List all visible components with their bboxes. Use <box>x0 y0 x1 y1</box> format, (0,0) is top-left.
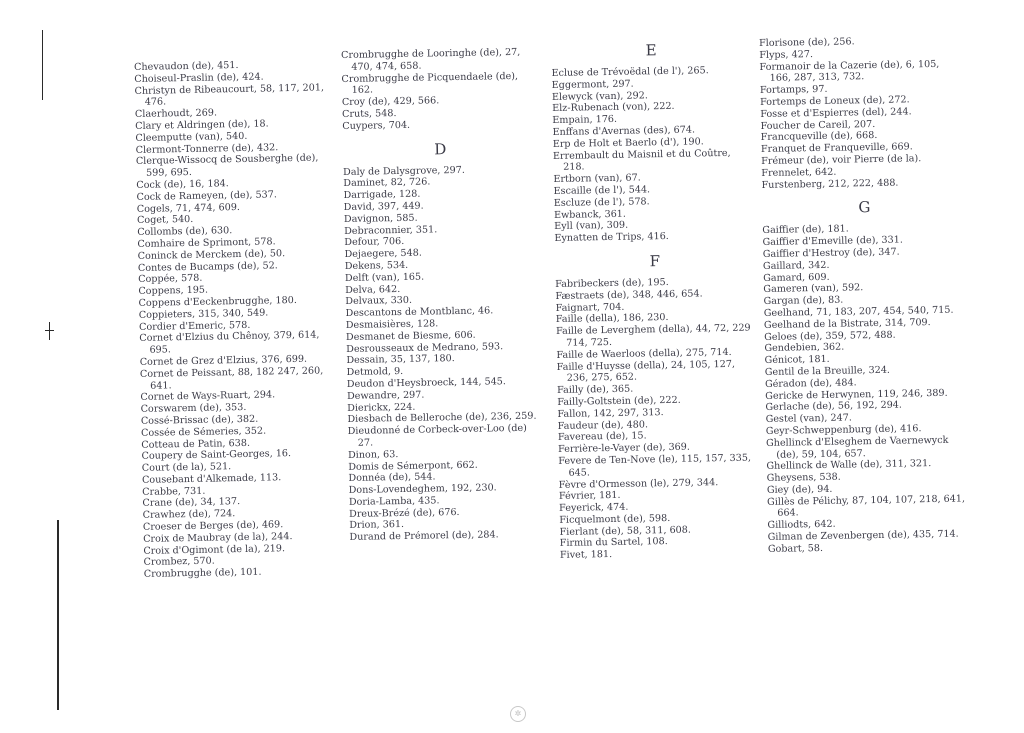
index-entry: Fabribeckers (de), 195. <box>555 276 669 290</box>
index-entry: Croix de Maubray (de la), 244. <box>143 530 293 545</box>
index-entry: Christyn de Ribeaucourt, 58, 117, 201, <box>134 81 325 97</box>
index-entry: Feyerick, 474. <box>559 501 629 515</box>
index-entry: Furstenberg, 212, 222, 488. <box>761 177 899 191</box>
index-entry: Gilliodts, 642. <box>767 519 836 532</box>
index-entry: Cornet de Grez d'Elzius, 376, 699. <box>139 353 308 368</box>
index-entry-continuation: 166, 287, 313, 732. <box>769 71 865 85</box>
index-entry: Croeser de Berges (de), 469. <box>142 519 284 533</box>
index-entry: Francqueville (de), 668. <box>760 130 878 144</box>
index-entry-continuation: 218. <box>563 161 585 174</box>
index-entry: Cotteau de Patin, 638. <box>141 437 251 451</box>
index-entry: Formanoir de la Cazerie (de), 6, 105, <box>759 58 940 73</box>
index-entry: Frennelet, 642. <box>761 166 837 179</box>
index-entry: Defour, 706. <box>344 236 405 249</box>
index-entry-continuation: 27. <box>357 437 374 449</box>
index-entry: Gericke de Herwynen, 119, 246, 389. <box>765 387 948 402</box>
index-entry: Failly-Goltstein (de), 222. <box>557 394 681 408</box>
index-entry: Gaiffier d'Emeville (de), 331. <box>762 234 903 249</box>
index-entry: Dons-Lovendeghem, 192, 230. <box>348 482 497 497</box>
index-entry: Coninck de Merckem (de), 50. <box>137 247 286 262</box>
index-column-3 <box>551 39 760 562</box>
index-entry: Gameren (van), 592. <box>763 282 864 296</box>
index-entry: Croix d'Ogimont (de la), 219. <box>143 542 286 557</box>
index-entry: Crombrugghe de Picquendaele (de), <box>341 70 519 85</box>
index-entry: Clary et Aldringen (de), 18. <box>135 118 269 132</box>
index-entry: Croy (de), 429, 566. <box>341 95 440 109</box>
index-entry: Donnéa (de), 544. <box>348 471 436 485</box>
index-entry: Faille de Waerloos (della), 275, 714. <box>556 346 732 361</box>
index-entry: Faille (della), 186, 230. <box>555 312 669 326</box>
index-entry: Enffans d'Avernas (des), 674. <box>552 124 696 138</box>
index-entry: Deudon d'Heysbroeck, 144, 545. <box>346 376 507 390</box>
index-entry: Diesbach de Belleroche (de), 236, 259. <box>347 410 537 426</box>
index-entry: Chevaudon (de), 451. <box>134 59 239 73</box>
index-entry: Cuypers, 704. <box>342 119 411 132</box>
index-entry: Fallon, 142, 297, 313. <box>557 406 664 420</box>
index-entry-continuation: 641. <box>150 379 172 392</box>
index-entry: Ferrière-le-Vayer (de), 369. <box>558 441 690 456</box>
index-entry: Fortemps de Loneux (de), 272. <box>760 94 910 108</box>
index-entry: Desmaisières, 128. <box>345 318 439 331</box>
index-entry: Cock (de), 16, 184. <box>136 178 229 191</box>
index-entry: Contes de Bucamps (de), 52. <box>137 259 278 274</box>
index-entry: Giey (de), 94. <box>766 483 833 496</box>
index-entry-continuation: 714, 725. <box>566 336 613 349</box>
index-entry: David, 397, 449. <box>343 200 424 213</box>
index-entry: Errembault du Maisnil et du Coûtre, <box>552 147 731 162</box>
index-entry: Collombs (de), 630. <box>137 225 233 239</box>
index-entry: Franquet de Franqueville, 669. <box>760 141 913 156</box>
index-entry: Frémeur (de), voir Pierre (de la). <box>761 153 922 167</box>
index-entry: Crabbe, 731. <box>142 485 206 498</box>
index-entry: Empain, 176. <box>552 114 618 127</box>
index-entry: Geelhand de la Bistrate, 314, 709. <box>763 316 931 331</box>
index-entry: Février, 181. <box>558 490 621 503</box>
index-entry: Ertborn (van), 67. <box>553 172 641 186</box>
index-entry: Geyr-Schweppenburg (de), 416. <box>765 423 922 437</box>
index-entry: Coppens d'Eeckenbrugghe, 180. <box>138 294 297 309</box>
index-entry: Florisone (de), 256. <box>759 36 855 49</box>
index-entry: Dessain, 35, 137, 180. <box>346 353 455 367</box>
index-entry: Elz-Rubenach (von), 222. <box>552 101 675 115</box>
index-entry: Descantons de Montblanc, 46. <box>345 305 494 320</box>
index-entry-continuation: 599, 695. <box>146 167 193 179</box>
index-entry: Ewbanck, 361. <box>553 208 627 221</box>
index-entry: Dejaegere, 548. <box>344 247 422 261</box>
index-entry: Crombrugghe (de), 101. <box>143 566 262 581</box>
index-entry: Geelhand, 71, 183, 207, 454, 540, 715. <box>763 304 954 319</box>
index-entry-continuation: 236, 275, 652. <box>566 371 638 385</box>
index-entry: Fierlant (de), 58, 311, 608. <box>559 524 691 538</box>
index-entry: Eyll (van), 309. <box>554 220 629 233</box>
index-column-1 <box>134 58 340 581</box>
index-entry: Fevere de Ten-Nove (le), 115, 157, 335, <box>558 452 752 467</box>
index-entry: Davignon, 585. <box>343 212 418 225</box>
index-entry: Daly de Dalysgrove, 297. <box>343 164 465 178</box>
index-entry: Cornet de Ways-Ruart, 294. <box>140 389 276 404</box>
index-entry: Faignart, 704. <box>555 301 625 314</box>
index-entry: Elewyck (van), 292. <box>551 89 648 103</box>
index-entry: Fæstraets (de), 348, 446, 654. <box>555 288 703 302</box>
index-entry: Domis de Sémerpont, 662. <box>348 459 478 473</box>
index-entry-continuation: 664. <box>777 507 799 520</box>
index-entry: Ecluse de Trévoëdal (de l'), 265. <box>551 65 709 79</box>
index-entry: Coppieters, 315, 340, 549. <box>138 307 269 321</box>
index-entry: Dekens, 534. <box>344 259 409 272</box>
index-entry-continuation: 645. <box>568 467 590 479</box>
index-entry: Desrousseaux de Medrano, 593. <box>346 340 504 355</box>
index-entry: Cogels, 71, 474, 609. <box>136 201 241 215</box>
index-entry: Gaillard, 342. <box>762 259 830 272</box>
index-entry: Gillès de Pélichy, 87, 104, 107, 218, 641, <box>767 493 966 508</box>
index-entry: Dieudonné de Corbeck-over-Loo (de) <box>347 422 527 438</box>
index-entry: Génicot, 181. <box>764 353 830 367</box>
index-entry: Darrigade, 128. <box>343 188 421 202</box>
index-entry: Fosse et d'Espierres (del), 244. <box>760 106 912 120</box>
index-entry: Crombrugghe de Looringhe (de), 27, <box>341 46 521 61</box>
index-entry-continuation: 470, 474, 658. <box>351 60 422 73</box>
index-entry: Gargan (de), 83. <box>763 294 844 308</box>
index-entry: Drion, 361. <box>349 519 405 532</box>
folio-stamp: ✲ <box>510 706 526 722</box>
index-entry: Escluze (de l'), 578. <box>553 196 650 209</box>
index-entry: Eynatten de Trips, 416. <box>554 231 669 245</box>
index-entry: Crombez, 570. <box>143 556 215 569</box>
index-entry: Cornet de Peissant, 88, 182 247, 260, <box>139 365 324 380</box>
index-entry: Coupery de Saint-Georges, 16. <box>141 448 292 463</box>
index-entry: Cleemputte (van), 540. <box>135 130 248 144</box>
index-entry: Cossée de Sémeries, 352. <box>141 425 267 439</box>
section-letter: G <box>858 198 871 217</box>
index-entry: Dinon, 63. <box>347 448 399 461</box>
index-entry: Daminet, 82, 726. <box>343 176 431 190</box>
index-entry: Detmold, 9. <box>346 366 404 379</box>
index-entry: Cornet d'Elzius du Chênoy, 379, 614, <box>139 329 320 345</box>
index-entry-continuation: 162. <box>351 84 374 97</box>
index-entry: Flyps, 427. <box>759 48 814 61</box>
index-entry-continuation: (de), 59, 104, 657. <box>776 447 866 461</box>
section-letter: D <box>434 139 447 158</box>
index-entry: Dreux-Brézé (de), 676. <box>349 506 460 520</box>
index-entry: Ghellinck d'Elseghem de Vaernewyck <box>765 434 949 449</box>
index-entry: Claerhoudt, 269. <box>134 107 218 121</box>
index-entry: Gilman de Zevenbergen (de), 435, 714. <box>767 528 959 544</box>
index-entry: Failly (de), 365. <box>556 383 634 397</box>
index-entry: Debraconnier, 351. <box>344 223 438 237</box>
binding-mark <box>42 30 43 100</box>
index-entry: Comhaire de Sprimont, 578. <box>137 236 276 250</box>
index-entry: Foucher de Careil, 207. <box>760 118 876 132</box>
index-entry: Delvaux, 330. <box>345 295 413 308</box>
index-entry: Gerlache (de), 56, 192, 294. <box>765 399 903 414</box>
section-letter: F <box>649 252 661 271</box>
index-entry: Corswarem (de), 353. <box>140 402 247 416</box>
index-entry: Gentil de la Breuille, 324. <box>764 364 891 378</box>
index-entry: Geloes (de), 359, 572, 488. <box>764 329 896 343</box>
index-entry: Desmanet de Biesme, 606. <box>345 329 476 343</box>
index-entry: Cock de Rameyen, (de), 537. <box>136 189 277 203</box>
index-entry: Cousebant d'Alkemade, 113. <box>141 472 282 486</box>
index-entry: Eggermont, 297. <box>551 78 634 91</box>
index-entry-continuation: 695. <box>149 344 172 356</box>
index-entry: Coget, 540. <box>136 214 194 227</box>
index-entry: Cossé-Brissac (de), 382. <box>140 413 259 427</box>
index-entry: Fortamps, 97. <box>759 84 828 97</box>
index-entry: Crawhez (de), 724. <box>142 508 236 522</box>
index-entry: Delva, 642. <box>345 283 401 296</box>
index-entry: Dewandre, 297. <box>346 389 425 402</box>
index-entry: Ficquelmont (de), 598. <box>559 512 671 526</box>
index-entry: Gestel (van), 247. <box>765 412 852 426</box>
index-entry: Coppée, 578. <box>138 273 203 286</box>
index-entry: Erp de Holt et Baerlo (d'), 190. <box>552 136 704 150</box>
index-entry: Clermont-Tonnerre (de), 432. <box>135 141 279 156</box>
index-entry: Clerque-Wissocq de Sousberghe (de), <box>135 152 319 168</box>
index-entry: Coppens, 195. <box>138 284 209 298</box>
index-entry: Gendebien, 362. <box>764 341 845 355</box>
index-entry: Gheysens, 538. <box>766 471 841 485</box>
index-entry: Gobart, 58. <box>767 542 824 555</box>
index-entry: Escaille (de l'), 544. <box>553 184 651 197</box>
section-letter: E <box>645 41 657 60</box>
index-entry: Choiseul-Praslin (de), 424. <box>134 71 264 85</box>
index-entry: Durand de Prémorel (de), 284. <box>349 529 499 544</box>
index-entry: Gamard, 609. <box>763 271 830 284</box>
index-entry: Crane (de), 34, 137. <box>142 496 241 510</box>
index-entry: Cruts, 548. <box>342 108 397 120</box>
index-entry: Cordier d'Emeric, 578. <box>138 319 251 333</box>
index-entry-continuation: 476. <box>144 96 167 109</box>
index-entry: Firmin du Sartel, 108. <box>559 536 668 550</box>
index-entry: Court (de la), 521. <box>141 461 232 475</box>
index-column-4 <box>759 34 973 555</box>
index-entry: Gaiffier d'Hestroy (de), 347. <box>762 246 900 260</box>
index-entry: Fivet, 181. <box>559 549 613 562</box>
index-entry: Delft (van), 165. <box>344 271 425 284</box>
index-entry: Doria-Lamba, 435. <box>348 495 440 508</box>
index-entry: Gaiffier (de), 181. <box>762 223 849 237</box>
index-entry: Faudeur (de), 480. <box>557 418 649 432</box>
index-entry: Faille d'Huysse (della), 24, 105, 127, <box>556 358 736 373</box>
index-entry: Favereau (de), 15. <box>557 430 647 444</box>
index-entry: Ghellinck de Walle (de), 311, 321. <box>766 458 932 473</box>
index-entry: Géradon (de), 484. <box>764 377 857 390</box>
index-entry: Dierickx, 224. <box>347 401 416 414</box>
index-entry: Faille de Leverghem (della), 44, 72, 229 <box>555 322 751 338</box>
index-column-2 <box>341 47 545 544</box>
binding-mark <box>57 520 59 710</box>
index-entry: Fèvre d'Ormesson (le), 279, 344. <box>558 476 719 491</box>
binding-mark <box>49 322 50 340</box>
